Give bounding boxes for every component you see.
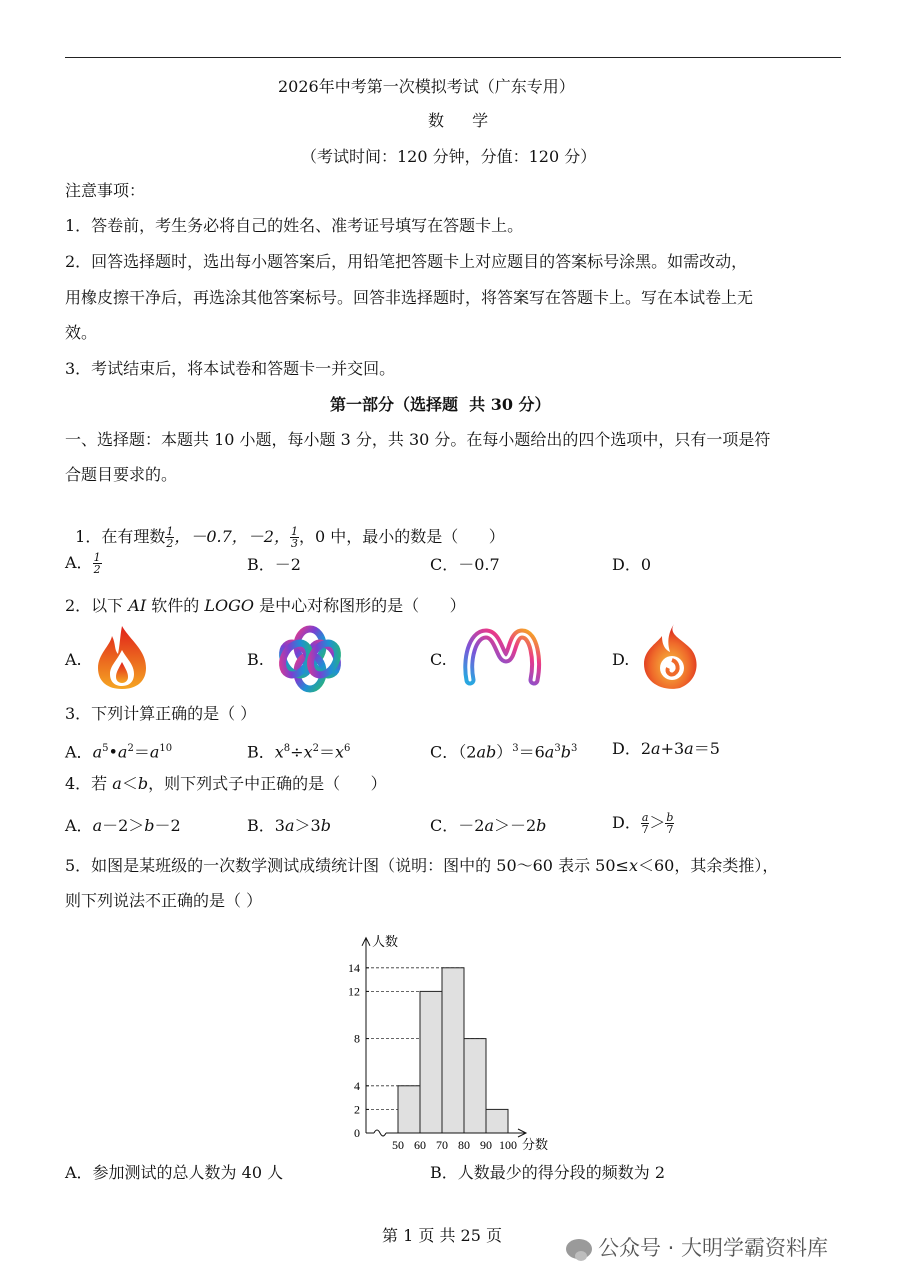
x-tick-label: 80 <box>458 1138 470 1152</box>
q4-option-c: C．－2a＞－2b <box>430 816 547 835</box>
part1-intro-line-1: 一、选择题：本题共 10 小题，每小题 3 分，共 30 分。在每小题给出的四个选项中，只有一项是符 <box>65 430 771 449</box>
swirl-flame-logo-icon <box>640 622 702 690</box>
q5-option-b: B．人数最少的得分段的频数为 2 <box>430 1163 666 1182</box>
q3-option-c: C．$(2ab)^3=6a^3b^3$ <box>430 742 578 762</box>
note-3: 3．考试结束后，将本试卷和答题卡一并交回。 <box>65 359 396 378</box>
part1-intro-line-2: 合题目要求的。 <box>65 465 178 484</box>
part1-heading: 第一部分（选择题 共 30 分） <box>330 395 551 414</box>
notes-heading: 注意事项： <box>65 181 146 200</box>
histogram-bar <box>464 1039 486 1133</box>
q3-option-d: D．2a+3a＝5 <box>612 739 720 758</box>
x-axis-label: 分数 <box>522 1138 549 1153</box>
histogram-bar <box>486 1109 508 1133</box>
page-number: 第 1 页 共 25 页 <box>382 1226 502 1245</box>
q1-tail: ，0 中，最小的数是（ ） <box>299 527 505 546</box>
exam-title: 2026年中考第一次模拟考试（广东专用） <box>278 77 575 96</box>
y-tick-label: 4 <box>354 1078 360 1093</box>
q1-option-b: B．－2 <box>247 555 301 574</box>
x-tick-label: 60 <box>414 1138 426 1152</box>
histogram-bar <box>420 991 442 1133</box>
m-ribbon-logo-icon <box>462 624 542 688</box>
x-tick-label: 50 <box>392 1138 404 1152</box>
exam-info: （考试时间：120 分钟，分值：120 分） <box>301 147 597 166</box>
q2-option-c-label: C. <box>430 650 447 669</box>
x-tick-label: 100 <box>499 1138 517 1152</box>
q5-option-a: A．参加测试的总人数为 40 人 <box>65 1163 284 1182</box>
q1-pre: 1．在有理数 <box>75 527 166 546</box>
header-rule <box>65 57 841 58</box>
note-1: 1．答卷前，考生务必将自己的姓名、准考证号填写在答题卡上。 <box>65 216 524 235</box>
question-5-stem-line-1: 5．如图是某班级的一次数学测试成绩统计图（说明：图中的 50～60 表示 50≤x＜60，其余类推）， <box>65 856 779 875</box>
histogram-bar <box>398 1086 420 1133</box>
q1-option-d: D．0 <box>612 555 652 574</box>
note-2-line-1: 2．回答选择题时，选出每小题答案后，用铅笔把答题卡上对应题目的答案标号涂黑。如需改动， <box>65 252 748 271</box>
subject-title: 数 学 <box>428 111 495 130</box>
x-tick-label: 70 <box>436 1138 448 1152</box>
q1-option-c: C．－0.7 <box>430 555 500 574</box>
q1-option-a-fraction: $\frac{1}{2}$ <box>93 551 101 576</box>
q3-option-b: B．$x^8\div x^2=x^6$ <box>247 742 351 762</box>
q2-option-a-label: A. <box>65 650 82 669</box>
question-2-stem: 2．以下 AI 软件的 LOGO 是中心对称图形的是（ ） <box>65 596 466 615</box>
histogram-bar <box>442 968 464 1133</box>
q1-fraction-third: $\frac{1}{3}$ <box>291 525 298 550</box>
x-tick-label: 90 <box>480 1138 492 1152</box>
watermark: 公众号 · 大明学霸资料库 <box>566 1232 828 1262</box>
flame-logo-icon <box>92 624 152 690</box>
q1-fraction-half: $\frac{1}{2}$ <box>166 525 174 550</box>
q1-option-a: A． $\frac{1}{2}$ <box>65 551 101 576</box>
question-4-stem: 4．若 a＜b，则下列式子中正确的是（ ） <box>65 774 387 793</box>
q2-option-b-label: B. <box>247 650 264 669</box>
q4-option-d: D． $\frac{a}{7}$ ＞ $\frac{b}{7}$ <box>612 811 674 836</box>
y-tick-label: 12 <box>348 984 360 999</box>
score-histogram <box>330 915 580 1160</box>
question-3-stem: 3．下列计算正确的是（ ） <box>65 704 257 723</box>
q3-option-a: A．$a^5•a^2=a^{10}$ <box>65 742 173 762</box>
question-1-stem <box>65 506 505 549</box>
x-axis-break <box>374 1130 386 1136</box>
q2-option-d-label: D. <box>612 650 630 669</box>
note-2-line-3: 效。 <box>65 323 98 342</box>
chat-bubble-icon <box>566 1239 592 1259</box>
q4-option-b: B．3a＞3b <box>247 816 331 835</box>
question-5-stem-line-2: 则下列说法不正确的是（ ） <box>65 891 263 910</box>
y-tick-label: 14 <box>348 960 360 975</box>
q1-middle: ，－0.7，－2， <box>174 527 290 546</box>
q4-option-a: A．a－2＞b－2 <box>65 816 181 835</box>
y-tick-label: 0 <box>354 1126 360 1140</box>
note-2-line-2: 用橡皮擦干净后，再选涂其他答案标号。回答非选择题时，将答案写在答题卡上。写在本试卷上无 <box>65 288 754 307</box>
knot-logo-icon <box>274 624 346 694</box>
y-tick-label: 2 <box>354 1102 360 1117</box>
y-tick-label: 8 <box>354 1031 360 1046</box>
y-axis-label: 人数 <box>372 934 399 950</box>
